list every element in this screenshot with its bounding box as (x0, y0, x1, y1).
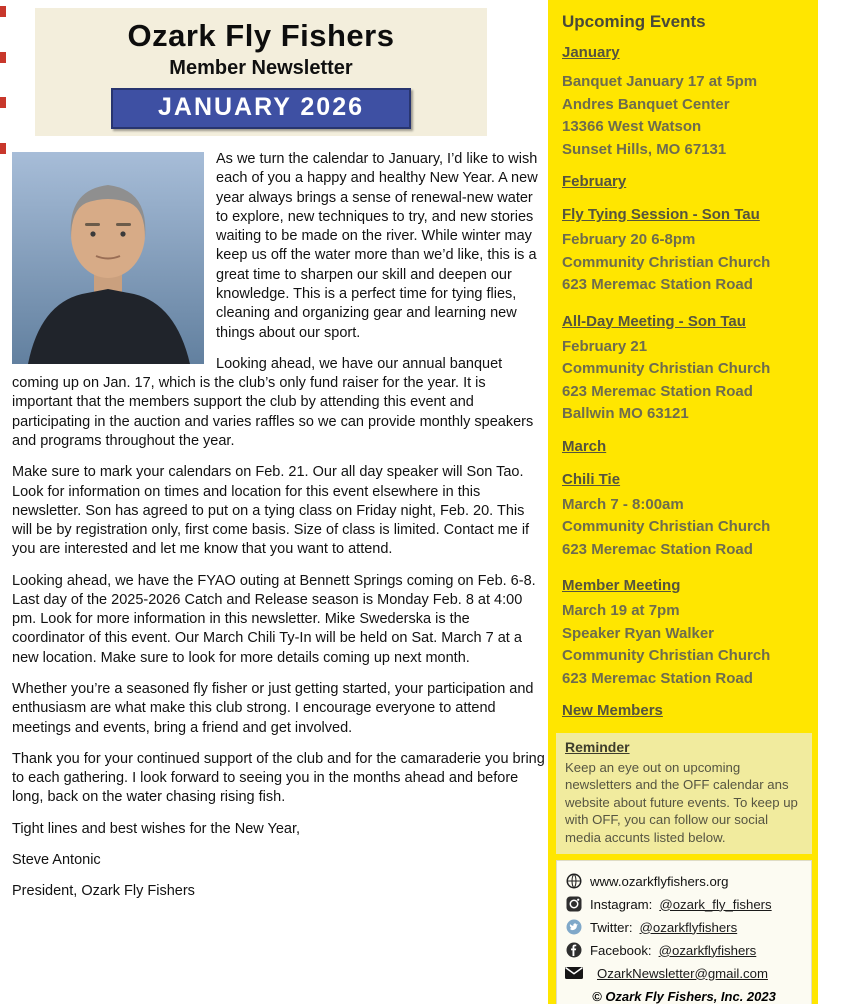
president-message (12, 150, 546, 914)
message-paragraph: Make sure to mark your calendars on Feb. 21. Our all day speaker will Son Tao. Look for information on times and location for this event elsewhere in this newsletter. Son has agreed to put on a tying class on Friday night, Feb. 20. This will be by registration only, first come basis. Size of class is limited. Contact me if you are interested and let me know that you want to attend. (12, 464, 530, 558)
website-link[interactable]: www.ozarkflyfishers.org (590, 873, 729, 889)
reminder-text: Keep an eye out on upcoming newsletters and the OFF calendar ans website about future events. To keep up with OFF, you can follow our social media accunts listed below. (565, 760, 798, 845)
red-scan-mark (0, 97, 6, 108)
event-detail-line: 623 Meremac Station Road (562, 382, 753, 400)
message-paragraph: Looking ahead, we have the FYAO outing at Bennett Springs coming on Feb. 6-8. Last day of the 2025-2026 Catch and Release season is Monday Feb. 8 at 4:00 pm. Look for more information in this newsletter. Mike Swederska is the coordinator of this event. Our March Chili Ty-In will be held on Sat. March 7 at a new location. Make sure to look for more details coming up next month. (12, 572, 536, 666)
reminder-title: Reminder (565, 739, 630, 755)
sidebar-title: Upcoming Events (562, 12, 706, 31)
red-scan-mark (0, 52, 6, 63)
twitter-handle-link[interactable]: @ozarkflyfishers (639, 919, 738, 935)
instagram-handle-link[interactable]: @ozark_fly_fishers (659, 896, 772, 912)
red-scan-mark (0, 143, 6, 154)
red-scan-mark (0, 6, 6, 17)
event-detail-line: February 20 6-8pm (562, 231, 696, 248)
message-paragraph: Thank you for your continued support of the club and for the camaraderie you bring to each gathering. I look forward to seeing you in the months ahead and before long, back on the water chasing rising fish. (12, 750, 545, 806)
social-row-twitter (565, 918, 803, 936)
event-detail-line: Ballwin MO 63121 (562, 405, 689, 422)
facebook-handle-link[interactable]: @ozarkflyfishers (658, 942, 757, 958)
facebook-icon (565, 941, 583, 959)
message-paragraph: Tight lines and best wishes for the New Year, (12, 820, 301, 837)
social-row-email (565, 964, 803, 982)
event-title: All-Day Meeting - Son Tau (562, 312, 746, 330)
social-label: Twitter: (590, 919, 633, 935)
month-heading-march: March (562, 437, 607, 455)
event-title: Fly Tying Session - Son Tau (562, 206, 760, 223)
event-detail-line: 623 Meremac Station Road (562, 669, 753, 687)
social-links-box (556, 860, 812, 1004)
social-label: Instagram: (590, 896, 653, 912)
instagram-icon (565, 895, 583, 913)
email-link[interactable]: OzarkNewsletter@gmail.com (597, 965, 768, 981)
event-detail-line: Community Christian Church (562, 253, 771, 271)
copyright-notice: © Ozark Fly Fishers, Inc. 2023 (592, 989, 776, 1004)
month-heading-january: January (562, 44, 620, 61)
event-detail-line: 13366 West Watson (562, 118, 702, 135)
newsletter-header (35, 8, 487, 136)
page-title: Ozark Fly Fishers (127, 18, 395, 53)
signature-name: Steve Antonic (12, 852, 101, 868)
event-detail-line: February 21 (562, 337, 648, 355)
month-heading-february: February (562, 173, 627, 190)
event-detail-line: Community Christian Church (562, 647, 771, 664)
president-portrait-illustration (12, 152, 204, 364)
email-icon (565, 964, 583, 982)
event-detail-line: March 19 at 7pm (562, 602, 680, 619)
event-detail-line: Speaker Ryan Walker (562, 624, 715, 642)
month-banner: JANUARY 2026 (111, 88, 411, 129)
events-sidebar (548, 0, 818, 1004)
social-row-website (565, 872, 803, 890)
message-paragraph: Whether you’re a seasoned fly fisher or just getting started, your participation and enthusiasm are what make this club strong. I encourage everyone to attend meetings and events, bring a friend and get involved. (12, 681, 534, 736)
event-detail-line: Sunset Hills, MO 67131 (562, 140, 727, 158)
event-detail-line: Community Christian Church (562, 518, 771, 535)
twitter-icon (565, 918, 583, 936)
event-title: Chili Tie (562, 470, 621, 488)
message-paragraph: As we turn the calendar to January, I’d like to wish each of you a happy and healthy New Year. A new year always brings a sense of renewal-new water to explore, new techniques to try, and new stories waiting to be made on the river. While winter may keep us off the water more than we’d like, this is a great time to sharpen our skill and deepen our knowledge. This is a perfect time for tying flies, cleaning and organizing gear and learning new things about our sport. (216, 151, 538, 341)
newsletter-subtitle: Member Newsletter (169, 57, 353, 79)
message-paragraph: Looking ahead, we have our annual banquet coming up on Jan. 17, which is the club’s only fund raiser for the year. It is important that the members support the club by attending this event and participating in the auction and varies raffles so we can provide monthly speakers and programs throughout the year. (12, 355, 534, 449)
event-detail-line: 623 Meremac Station Road (562, 276, 753, 293)
social-label: Facebook: (590, 942, 652, 958)
social-row-facebook (565, 941, 803, 959)
event-detail-line: March 7 - 8:00am (562, 495, 684, 513)
reminder-box (556, 733, 812, 854)
event-detail-line: Banquet January 17 at 5pm (562, 73, 758, 90)
event-detail-line: 623 Meremac Station Road (562, 540, 753, 558)
event-detail-line: Andres Banquet Center (562, 95, 730, 113)
globe-icon (565, 872, 583, 890)
heading-new-members: New Members (562, 702, 663, 719)
social-row-instagram (565, 895, 803, 913)
signature-title: President, Ozark Fly Fishers (12, 883, 195, 900)
president-photo (12, 152, 204, 364)
event-title: Member Meeting (562, 577, 681, 594)
event-detail-line: Community Christian Church (562, 360, 771, 377)
